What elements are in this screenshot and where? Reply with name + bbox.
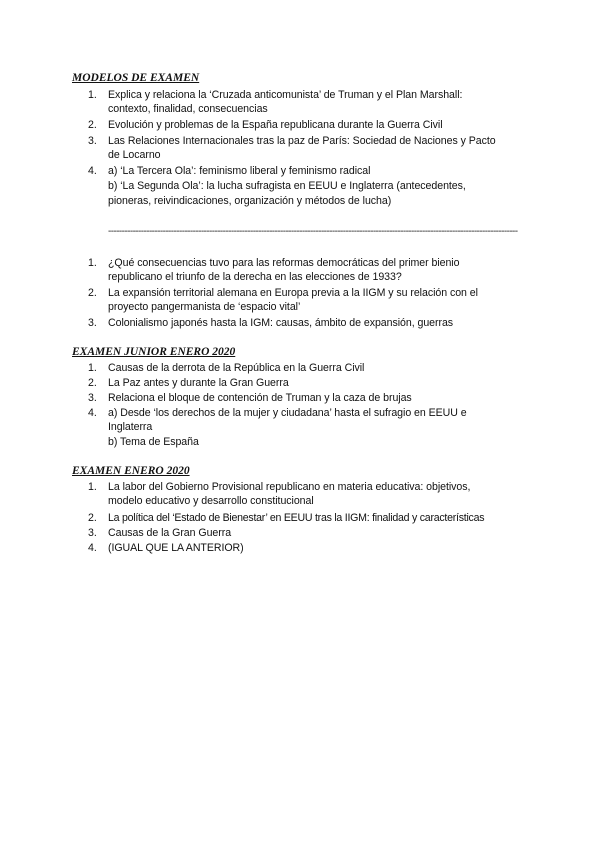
item-text: Causas de la Gran Guerra (108, 527, 232, 539)
item-number: 1. (88, 481, 97, 493)
item-number: 3. (88, 392, 97, 404)
item-text: La expansión territorial alemana en Europa previa a la IIGM y su relación con el (108, 287, 478, 299)
item-text: republicano el triunfo de la derecha en las elecciones de 1933? (108, 271, 402, 283)
item-number: 3. (88, 135, 97, 147)
item-text: Inglaterra (108, 421, 153, 433)
dashed-divider: ------------------------------------------------------------------------------------------------------------------------------------------------------ (108, 226, 518, 237)
item-text: Evolución y problemas de la España republicana durante la Guerra Civil (108, 119, 443, 131)
item-number: 3. (88, 317, 97, 329)
item-number: 3. (88, 527, 97, 539)
item-number: 4. (88, 542, 97, 554)
item-text: ¿Qué consecuencias tuvo para las reformas democráticas del primer bienio (108, 257, 460, 269)
item-text: La política del ‘Estado de Bienestar’ en EEUU tras la IIGM: finalidad y características (108, 512, 485, 524)
section-heading-modelos: MODELOS DE EXAMEN (72, 72, 200, 84)
item-text: Relaciona el bloque de contención de Truman y la caza de brujas (108, 392, 412, 404)
item-number: 2. (88, 377, 97, 389)
item-text: a) ‘La Tercera Ola’: feminismo liberal y feminismo radical (108, 165, 371, 177)
item-text: La Paz antes y durante la Gran Guerra (108, 377, 289, 389)
item-number: 2. (88, 512, 97, 524)
item-text: La labor del Gobierno Provisional republicano en materia educativa: objetivos, (108, 481, 471, 493)
item-number: 1. (88, 257, 97, 269)
section-heading-junior-enero-2020: EXAMEN JUNIOR ENERO 2020 (72, 346, 236, 358)
item-text: Colonialismo japonés hasta la IGM: causas, ámbito de expansión, guerras (108, 317, 454, 329)
item-number: 2. (88, 287, 97, 299)
item-text: a) Desde ‘los derechos de la mujer y ciudadana’ hasta el sufragio en EEUU e (108, 407, 467, 419)
item-text: proyecto pangermanista de ‘espacio vital’ (108, 301, 301, 313)
section-heading-enero-2020: EXAMEN ENERO 2020 (72, 465, 190, 477)
item-text: b) ‘La Segunda Ola’: la lucha sufragista en EEUU e Inglaterra (antecedentes, (108, 180, 466, 192)
item-number: 4. (88, 165, 97, 177)
item-text: Causas de la derrota de la República en la Guerra Civil (108, 362, 365, 374)
item-text: pioneras, reivindicaciones, organización y métodos de lucha) (108, 195, 392, 207)
item-number: 1. (88, 89, 97, 101)
item-number: 2. (88, 119, 97, 131)
item-text: modelo educativo y desarrollo constitucional (108, 495, 314, 507)
item-text: de Locarno (108, 149, 161, 161)
item-text: Explica y relaciona la ‘Cruzada anticomunista’ de Truman y el Plan Marshall: (108, 89, 463, 101)
item-text: (IGUAL QUE LA ANTERIOR) (108, 542, 244, 554)
item-number: 4. (88, 407, 97, 419)
item-text: Las Relaciones Internacionales tras la paz de París: Sociedad de Naciones y Pacto (108, 135, 496, 147)
item-text: contexto, finalidad, consecuencias (108, 103, 268, 115)
item-number: 1. (88, 362, 97, 374)
item-text: b) Tema de España (108, 436, 199, 448)
